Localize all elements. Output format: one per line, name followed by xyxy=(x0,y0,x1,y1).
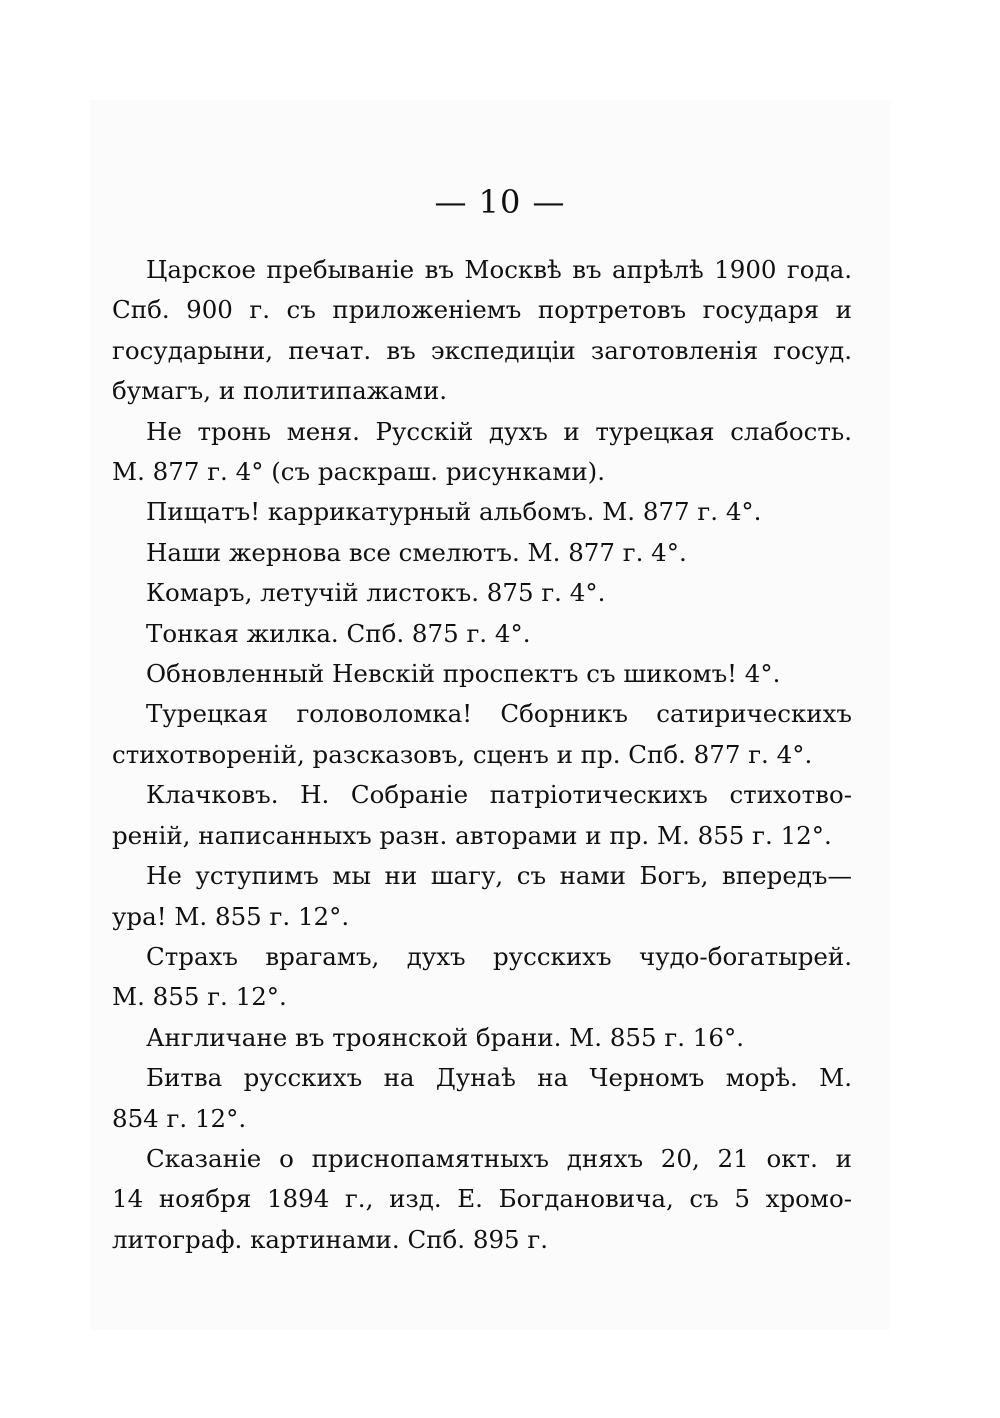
entry-line: 14 ноября 1894 г., изд. Е. Богдановича, съ 5 хромо- xyxy=(112,1184,852,1214)
entry-line: 854 г. 12°. xyxy=(112,1103,247,1133)
list-item xyxy=(112,533,852,573)
entry-line: государыни, печат. въ экспедиціи заготовленія госуд. xyxy=(112,335,852,365)
entry-line: М. 877 г. 4° (съ раскраш. рисунками). xyxy=(112,457,606,487)
entry-line: Царское пребываніе въ Москвѣ въ апрѣлѣ 1900 года. xyxy=(146,255,852,284)
entry-line: Страхъ врагамъ, духъ русскихъ чудо-богатырей. xyxy=(146,941,852,971)
list-item xyxy=(112,1139,852,1260)
entry-line: бумагъ, и политипажами. xyxy=(112,376,448,406)
entry-line: Комаръ, летучій листокъ. 875 г. 4°. xyxy=(146,578,606,608)
entry-line: Англичане въ троянской брани. М. 855 г. 16°. xyxy=(146,1022,744,1052)
list-item xyxy=(112,614,852,654)
list-item xyxy=(112,1058,852,1139)
entry-line: Спб. 900 г. съ приложеніемъ портретовъ государя и xyxy=(112,295,852,325)
entry-line: Тонкая жилка. Спб. 875 г. 4°. xyxy=(146,618,531,648)
list-item xyxy=(112,573,852,613)
entry-line: реній, написанныхъ разн. авторами и пр. М. 855 г. 12°. xyxy=(112,820,832,850)
entry-line: Пищатъ! каррикатурный альбомъ. М. 877 г. 4°. xyxy=(146,497,762,527)
entry-line: Клачковъ. Н. Собраніе патріотическихъ стихотво- xyxy=(146,780,852,810)
list-item xyxy=(112,654,852,694)
list-item xyxy=(112,856,852,937)
list-item xyxy=(112,775,852,856)
entry-line: М. 855 г. 12°. xyxy=(112,982,287,1012)
page-number: — 10 — xyxy=(434,183,566,221)
list-item xyxy=(112,1018,852,1058)
entry-line: Битва русскихъ на Дунаѣ на Черномъ морѣ. М. xyxy=(146,1063,852,1093)
list-item xyxy=(112,937,852,1018)
list-item xyxy=(112,412,852,493)
bibliography-list xyxy=(112,250,852,1260)
entry-line: Не тронь меня. Русскій духъ и турецкая слабость. xyxy=(146,416,852,446)
entry-line: Сказаніе о приснопамятныхъ дняхъ 20, 21 окт. и xyxy=(146,1143,852,1173)
entry-line: литограф. картинами. Спб. 895 г. xyxy=(112,1224,549,1254)
list-item xyxy=(112,492,852,532)
entry-line: Турецкая головоломка! Сборникъ сатирическихъ xyxy=(146,699,852,729)
list-item xyxy=(112,250,852,412)
entry-line: Не уступимъ мы ни шагу, съ нами Богъ, впередъ— xyxy=(146,861,852,891)
entry-line: Наши жернова все смелютъ. М. 877 г. 4°. xyxy=(146,537,687,567)
entry-line: ура! М. 855 г. 12°. xyxy=(112,901,350,931)
entry-line: стихотвореній, разсказовъ, сценъ и пр. Спб. 877 г. 4°. xyxy=(112,739,813,769)
entry-line: Обновленный Невскій проспектъ съ шикомъ! 4°. xyxy=(146,659,781,689)
list-item xyxy=(112,694,852,775)
